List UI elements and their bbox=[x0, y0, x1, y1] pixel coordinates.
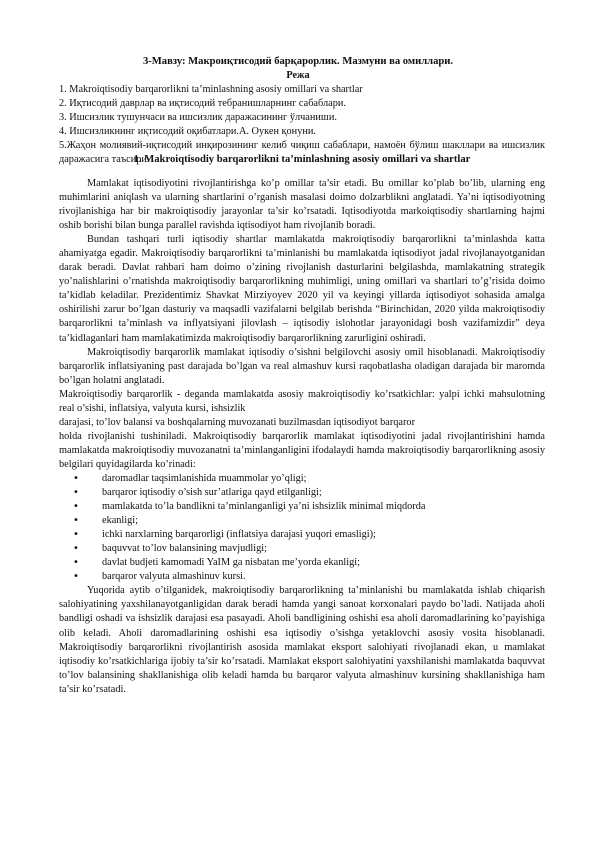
paragraph: Makroiqtisodiy barqarorlik - deganda mamlakatda asosiy makroiqtisodiy ko’rsatkichlar: yalpi ichki mahsulotning real o’sishi, inflatsiya, valyuta kursi, ishsizlik bbox=[59, 388, 545, 414]
plan-item: 3. Ишсизлик тушунчаси ва ишсизлик даражасининг ўлчаниши. bbox=[59, 112, 337, 124]
plan-label: Режа bbox=[286, 70, 310, 81]
section-body bbox=[59, 177, 545, 697]
list-item: • barqaror valyuta almashinuv kursi. bbox=[59, 570, 545, 584]
paragraph: darajasi, to’lov balansi va boshqalarning muvozanati buzilmasdan iqtisodiyot barqaror bbox=[59, 416, 416, 428]
plan-item: 5.Жаҳон молиявий-иқтисодий инқирозининг келиб чиқиш сабаблари, намоён бўлиш шакллари ва ишсизлик даражасига таъсири. bbox=[59, 140, 545, 166]
paragraph: Makroiqtisodiy barqarorlik mamlakat iqtisodiy o’sishni belgilovchi asosiy omil hisoblanadi. Makroiqtisodiy barqarorlik inflatsiyaning past darajada bo’lgan va real almashuv kursi raqobatlasha oladigan darajada bir maromda bo’lgan holatni anglatadi. bbox=[59, 346, 545, 386]
document-title: 3-Мавзу: Макроиқтисодий барқарорлик. Мазмуни ва омиллари. bbox=[142, 56, 454, 67]
list-item: • ichki narxlarning barqarorligi (inflatsiya darajasi yuqori emasligi); bbox=[59, 528, 545, 542]
plan-item: 2. Иқтисодий даврлар ва иқтисодий тебранишларнинг сабаблари. bbox=[59, 98, 346, 110]
paragraph: holda rivojlanishi tushiniladi. Makroiqtisodiy barqarorlik mamlakat iqtisodiyotini jadal rivojlantirishini hamda mamlakatda makroiqtisodiy muvozanatni ta’minlanganligini ifodalaydi hamda makroiqtisodiy barqarorlikning asosiy belgilari quyidagilarda ko’rinadi: bbox=[59, 430, 545, 470]
list-item: • mamlakatda to’la bandlikni ta’minlanganligi ya’ni ishsizlik minimal miqdorda bbox=[59, 500, 545, 514]
list-item: • barqaror iqtisodiy o’sish sur’atlariga qayd etilganligi; bbox=[59, 486, 545, 500]
bullet-list bbox=[59, 472, 545, 584]
paragraph: Mamlakat iqtisodiyotini rivojlantirishga ko’p omillar ta’sir etadi. Bu omillar ko’plab bo’lib, ularning eng muhimlarini aniqlash va ularning shartlarini o’rganish masalasi doimo dolzarblikni anglatadi. Ya’ni iqtisodiyotning rivojlanishiga har bir makroiqtisodiy jarayonlar ta’sir ko’rsatadi. Iqtisodiyotda markoiqtisodiy shartlarning hajmi oshib borishi bilan bunga parallel ravishda iqtisodiyot ham rivojlanib boradi. bbox=[59, 178, 545, 232]
section-heading: 1. Makroiqtisodiy barqarorlikni ta’minlashning asosiy omillari va shartlar bbox=[133, 154, 471, 165]
paragraph: Bundan tashqari turli iqtisodiy shartlar mamlakatda makroiqtisodiy barqarorlikni ta’minlashda katta ahamiyatga egadir. Makroiqtisodiy barqarorlikni ta’minlanishi bu mamlakatda iqtisodiyot jadal rivojlanayotganidan darak beradi. Davlat rahbari ham doimo o’zining rivojlanish dasturlarini belgilashda, mamlakatning strategik yo’nalishlarini o’rnatishda makroiqtisodiy barqarorlikning muhimligi, uning omillari va shartlari to’g’risida doimo ta’kidlab keladilar. Prezidentimiz Shavkat Mirziyoyev 2020 yil va keyingi yillarda iqtisodiyot sohasida amalga oshirilishi zarur bo’lgan dasturiy va maqsadli vazifalarni belgilab berishda “Birinchidan, 2020 yilda makroiqtisodiy barqarorlikni ta’minlash va inflyatsiyani jilovlash – iqtisodiy islohotlar jarayonidagi bosh vazifamizdir” deya ta’kidlaganlari ham mamlakatimizda makroiqtisodiy barqarorlikning zarurligini oshiradi. bbox=[59, 234, 545, 344]
plan-item: 1. Makroiqtisodiy barqarorlikni ta’minlashning asosiy omillari va shartlar bbox=[59, 84, 363, 95]
plan-item: 4. Ишсизликнинг иқтисодий оқибатлари.А. Оукен қонуни. bbox=[59, 126, 316, 138]
list-item: • davlat budjeti kamomadi YaIM ga nisbatan me’yorda ekanligi; bbox=[59, 556, 545, 570]
list-item: • daromadlar taqsimlanishida muammolar yo’qligi; bbox=[59, 472, 545, 486]
paragraph: Yuqorida aytib o’tilganidek, makroiqtisodiy barqarorlikning ta’minlanishi bu mamlakatda ishlab chiqarish salohiyatining yaxshilanayotganligidan darak beradi hamda yangi sanoat korxonalari paydo bo’ladi. Natijada aholi bandligi oshadi va ishsizlik darajasi esa pasayadi. Aholi bandligining oshishi esa aholi daromadlarining ko’payishiga olib keladi. Aholi daromadlarining oshishi esa iqtisodiy o’sishga yetaklovchi asosiy vosita hisoblanadi. Makroiqtisodiy barqarorlikni rivojlantirish asosida mamlakat eksport salohiyati rivojlanadi ekan, u mamlakat iqtisodiy ko’rsatkichlariga ijobiy ta’sir ko’rsatadi. Mamlakat eksport salohiyatini yaxshilanishi mamlakatda baquvvat to’lov balansining shakllanishiga olib keladi hamda bu barqaror valyuta almashinuv kursining shakllanishiga ham ta’sir ko’rsatadi. bbox=[59, 585, 545, 695]
list-item: • baquvvat to’lov balansining mavjudligi; bbox=[59, 542, 545, 556]
list-item: • ekanligi; bbox=[59, 514, 545, 528]
